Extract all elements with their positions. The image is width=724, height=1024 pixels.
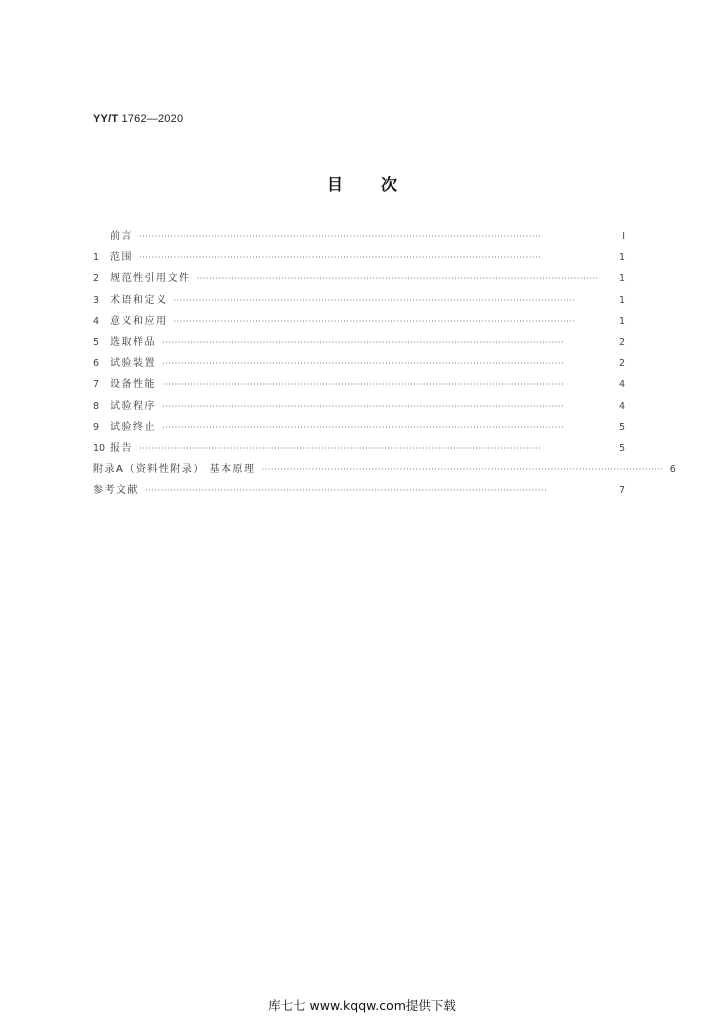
toc-entry-page: 1	[618, 315, 625, 327]
toc-entry-termination[interactable]	[93, 418, 625, 439]
dot-leader: ································································································································	[162, 422, 565, 432]
toc-entry-significance[interactable]	[93, 312, 625, 333]
toc-entry-page: 6	[669, 464, 676, 476]
toc-entry-label: 报告	[110, 442, 133, 454]
toc-entry-label: 意义和应用	[110, 315, 168, 327]
dot-leader: ································································································································	[173, 295, 576, 305]
toc-entry-terms[interactable]	[93, 291, 625, 312]
toc-entry-number: 4	[93, 315, 100, 327]
toc-entry-number: 2	[93, 273, 100, 285]
toc-entry-apparatus[interactable]	[93, 354, 625, 375]
toc-entry-label: 选取样品	[110, 336, 156, 348]
download-watermark: 库七七 www.kqqw.com提供下载	[268, 998, 456, 1013]
toc-entry-number: 8	[93, 400, 100, 412]
toc-entry-label: 设备性能	[110, 379, 156, 391]
dot-leader: ································································································································	[139, 443, 542, 453]
toc-entry-annex-a[interactable]	[93, 460, 676, 481]
toc-entry-normative-references[interactable]	[93, 269, 625, 290]
toc-entry-page: 1	[618, 294, 625, 306]
toc-entry-label: 参考文献	[93, 485, 139, 497]
toc-entry-page: 4	[618, 400, 625, 412]
standard-prefix: YY/T	[93, 113, 119, 125]
dot-leader: ································································································································	[162, 401, 565, 411]
standard-code	[93, 113, 183, 125]
toc-entry-label: 试验终止	[110, 421, 156, 433]
toc-entry-number: 7	[93, 379, 100, 391]
toc-entry-page: 1	[618, 273, 625, 285]
toc-entry-sampling[interactable]	[93, 333, 625, 354]
dot-leader: ································································································································	[173, 316, 576, 326]
table-of-contents	[93, 227, 676, 502]
page-title: 目次	[326, 175, 435, 194]
toc-entry-page: 5	[618, 442, 625, 454]
dot-leader: ································································································································	[162, 359, 565, 369]
toc-entry-performance[interactable]	[93, 375, 625, 396]
toc-entry-label: 试验装置	[110, 358, 156, 370]
toc-entry-page: Ⅰ	[622, 231, 625, 242]
dot-leader: ································································································································	[162, 337, 565, 347]
toc-entry-number: 3	[93, 294, 100, 306]
standard-number: 1762—2020	[121, 113, 184, 125]
dot-leader: ································································································································	[261, 465, 664, 475]
toc-entry-number: 5	[93, 336, 100, 348]
toc-entry-label: 规范性引用文件	[110, 273, 191, 285]
toc-entry-label: 附录A（资料性附录） 基本原理	[93, 464, 256, 476]
toc-entry-label: 试验程序	[110, 400, 156, 412]
toc-entry-foreword[interactable]	[93, 227, 625, 248]
toc-entry-page: 7	[618, 485, 625, 497]
toc-entry-page: 4	[618, 379, 625, 391]
toc-entry-page: 1	[618, 252, 625, 264]
toc-entry-procedure[interactable]	[93, 397, 625, 418]
toc-entry-bibliography[interactable]	[93, 481, 625, 502]
toc-entry-page: 5	[618, 421, 625, 433]
toc-entry-report[interactable]	[93, 439, 625, 460]
dot-leader: ································································································································	[196, 274, 599, 284]
dot-leader: ································································································································	[139, 253, 542, 263]
toc-entry-number: 9	[93, 421, 100, 433]
dot-leader: ································································································································	[145, 486, 548, 496]
dot-leader: ································································································································	[139, 232, 542, 241]
toc-entry-number: 1	[93, 252, 100, 264]
toc-entry-page: 2	[618, 336, 625, 348]
toc-entry-number: 10	[93, 442, 106, 454]
toc-entry-number: 6	[93, 358, 100, 370]
toc-entry-label: 范围	[110, 252, 133, 264]
toc-entry-label: 术语和定义	[110, 294, 168, 306]
toc-entry-scope[interactable]	[93, 248, 625, 269]
toc-entry-page: 2	[618, 358, 625, 370]
toc-entry-label: 前言	[110, 231, 133, 242]
dot-leader: ································································································································	[162, 380, 565, 390]
